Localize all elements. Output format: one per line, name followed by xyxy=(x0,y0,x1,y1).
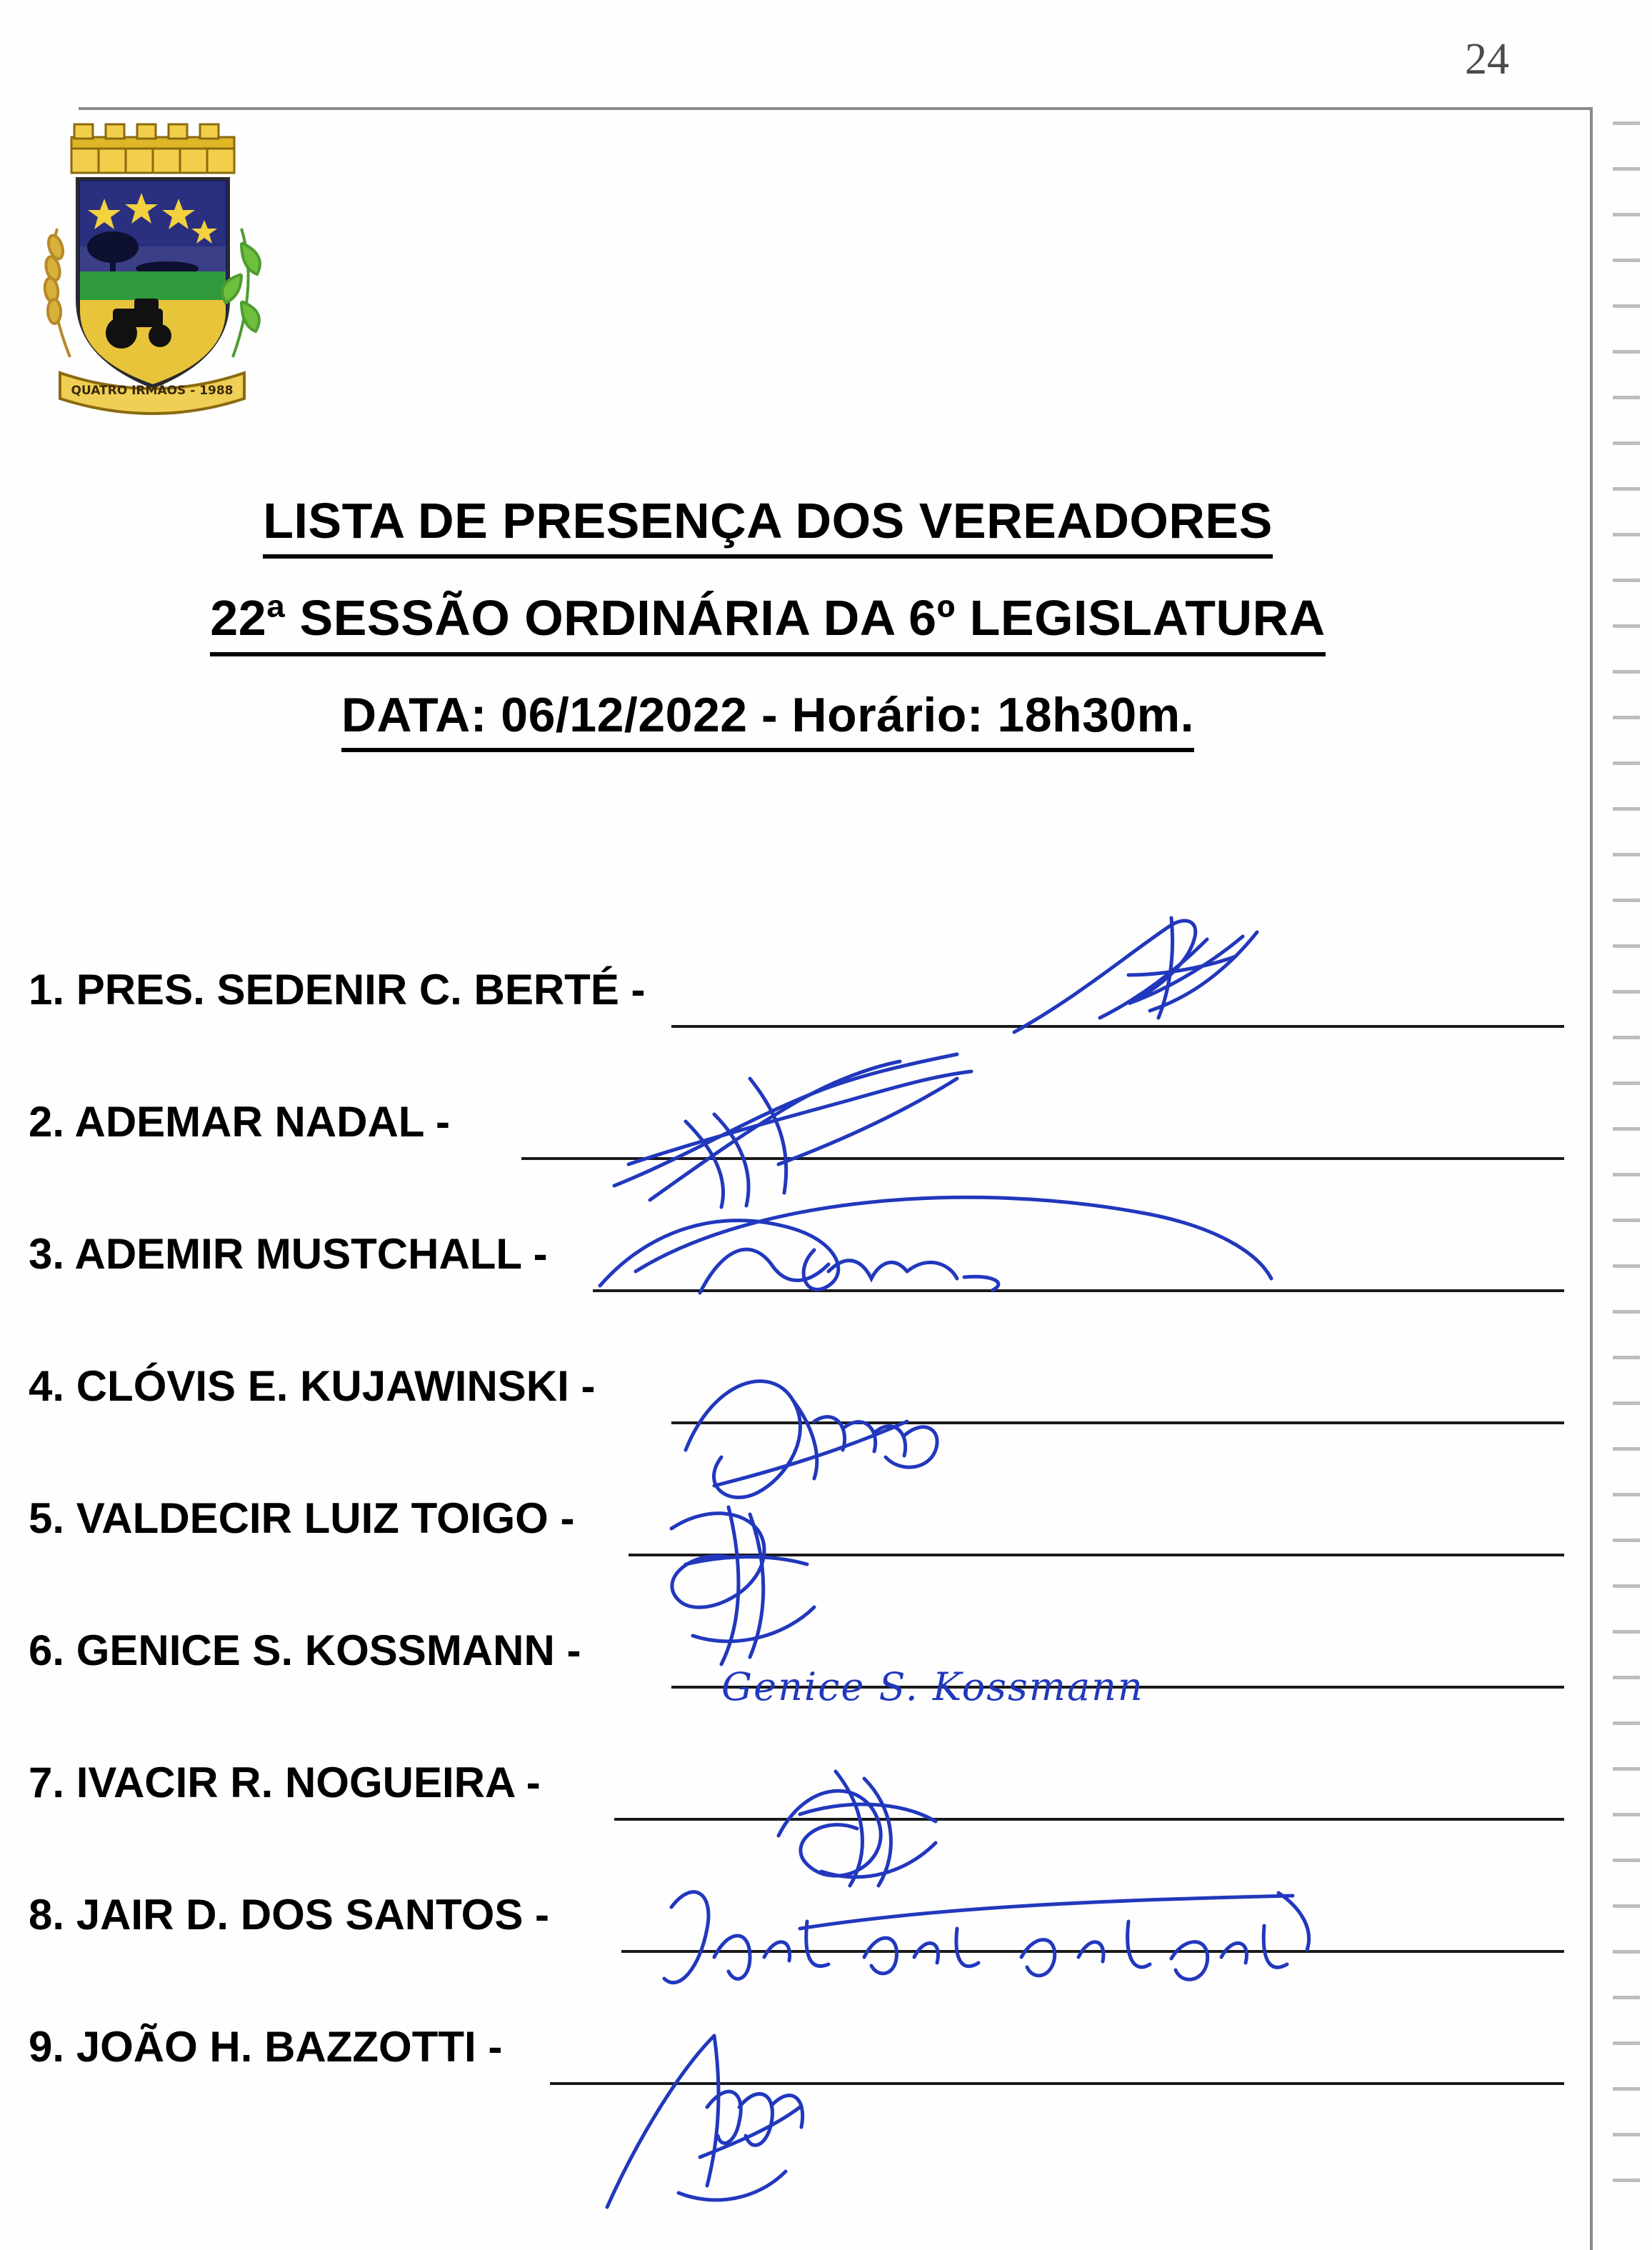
attendance-row xyxy=(29,1871,1578,2004)
signature-line[interactable] xyxy=(671,1025,1564,1028)
punch-mark xyxy=(1613,1584,1640,1588)
punch-mark xyxy=(1613,1539,1640,1542)
punch-mark xyxy=(1613,1264,1640,1268)
signature-line[interactable] xyxy=(550,2082,1564,2085)
punch-mark xyxy=(1613,1493,1640,1496)
attendee-name: 7. IVACIR R. NOGUEIRA - xyxy=(29,1759,541,1806)
punch-mark xyxy=(1613,807,1640,811)
punch-mark xyxy=(1613,1630,1640,1634)
punch-mark xyxy=(1613,1356,1640,1359)
punch-mark xyxy=(1613,2179,1640,2182)
punch-mark xyxy=(1613,1447,1640,1451)
heading-title: LISTA DE PRESENÇA DOS VEREADORES xyxy=(263,493,1273,559)
signature-6: Genice S. Kossmann xyxy=(721,1664,1144,1709)
attendance-row xyxy=(29,1211,1578,1343)
signature-line[interactable] xyxy=(614,1818,1564,1821)
attendee-name: 6. GENICE S. KOSSMANN - xyxy=(29,1626,581,1674)
attendee-name: 9. JOÃO H. BAZZOTTI - xyxy=(29,2023,503,2071)
punch-mark xyxy=(1613,1401,1640,1405)
signature-line[interactable] xyxy=(671,1686,1564,1689)
punch-mark xyxy=(1613,716,1640,719)
attendance-row xyxy=(29,1607,1578,1739)
punch-mark xyxy=(1613,1219,1640,1222)
attendance-row xyxy=(29,1739,1578,1871)
attendee-name: 2. ADEMAR NADAL - xyxy=(29,1098,451,1146)
punch-mark xyxy=(1613,1996,1640,1999)
punch-mark xyxy=(1613,1173,1640,1176)
punch-mark xyxy=(1613,899,1640,902)
punch-mark xyxy=(1613,350,1640,354)
crest-caption-text: QUATRO IRMÃOS - 1988 xyxy=(71,384,234,398)
municipal-coat-of-arms-icon xyxy=(27,121,277,436)
punch-mark xyxy=(1613,1310,1640,1314)
punch-mark xyxy=(1613,1813,1640,1816)
signature-line[interactable] xyxy=(621,1950,1564,1953)
punch-mark xyxy=(1613,1081,1640,1085)
page-number: 24 xyxy=(1465,35,1509,84)
punch-mark xyxy=(1613,2133,1640,2136)
punch-mark xyxy=(1613,213,1640,216)
attendance-row xyxy=(29,1343,1578,1475)
document-frame-right-line xyxy=(1590,107,1593,2250)
punch-mark xyxy=(1613,1950,1640,1954)
punch-mark xyxy=(1613,624,1640,628)
signature-line[interactable] xyxy=(671,1421,1564,1424)
punch-mark xyxy=(1613,990,1640,994)
punch-mark xyxy=(1613,441,1640,445)
attendee-name: 8. JAIR D. DOS SANTOS - xyxy=(29,1891,550,1939)
punch-mark xyxy=(1613,304,1640,308)
punch-mark xyxy=(1613,2087,1640,2091)
signature-line[interactable] xyxy=(593,1289,1564,1292)
punch-mark xyxy=(1613,579,1640,582)
punch-mark xyxy=(1613,761,1640,765)
punch-mark xyxy=(1613,1676,1640,1679)
attendance-list xyxy=(29,946,1578,2136)
attendance-row xyxy=(29,1079,1578,1211)
punch-mark xyxy=(1613,1127,1640,1131)
punch-mark xyxy=(1613,121,1640,125)
punch-mark xyxy=(1613,670,1640,674)
signature-line[interactable] xyxy=(629,1554,1564,1556)
attendee-name: 1. PRES. SEDENIR C. BERTÉ - xyxy=(29,966,646,1014)
punch-mark xyxy=(1613,1904,1640,1908)
punch-mark xyxy=(1613,396,1640,399)
punch-mark xyxy=(1613,1721,1640,1725)
punch-mark xyxy=(1613,1767,1640,1771)
punch-mark xyxy=(1613,259,1640,262)
punch-mark xyxy=(1613,533,1640,536)
attendance-row xyxy=(29,946,1578,1079)
attendee-name: 5. VALDECIR LUIZ TOIGO - xyxy=(29,1494,575,1542)
heading-session: 22ª SESSÃO ORDINÁRIA DA 6º LEGISLATURA xyxy=(210,590,1325,656)
attendee-name: 3. ADEMIR MUSTCHALL - xyxy=(29,1230,548,1278)
punch-mark xyxy=(1613,1036,1640,1039)
signature-line[interactable] xyxy=(521,1157,1564,1160)
binding-punch-strip xyxy=(1613,121,1641,2236)
punch-mark xyxy=(1613,1859,1640,1862)
punch-mark xyxy=(1613,167,1640,171)
punch-mark xyxy=(1613,2041,1640,2045)
document-frame-top-line xyxy=(79,107,1593,110)
attendance-row xyxy=(29,2004,1578,2136)
punch-mark xyxy=(1613,487,1640,491)
punch-mark xyxy=(1613,853,1640,856)
heading-date-time: DATA: 06/12/2022 - Horário: 18h30m. xyxy=(341,688,1194,752)
attendee-name: 4. CLÓVIS E. KUJAWINSKI - xyxy=(29,1362,596,1410)
document-headings xyxy=(0,493,1536,784)
attendance-row xyxy=(29,1475,1578,1607)
punch-mark xyxy=(1613,944,1640,948)
